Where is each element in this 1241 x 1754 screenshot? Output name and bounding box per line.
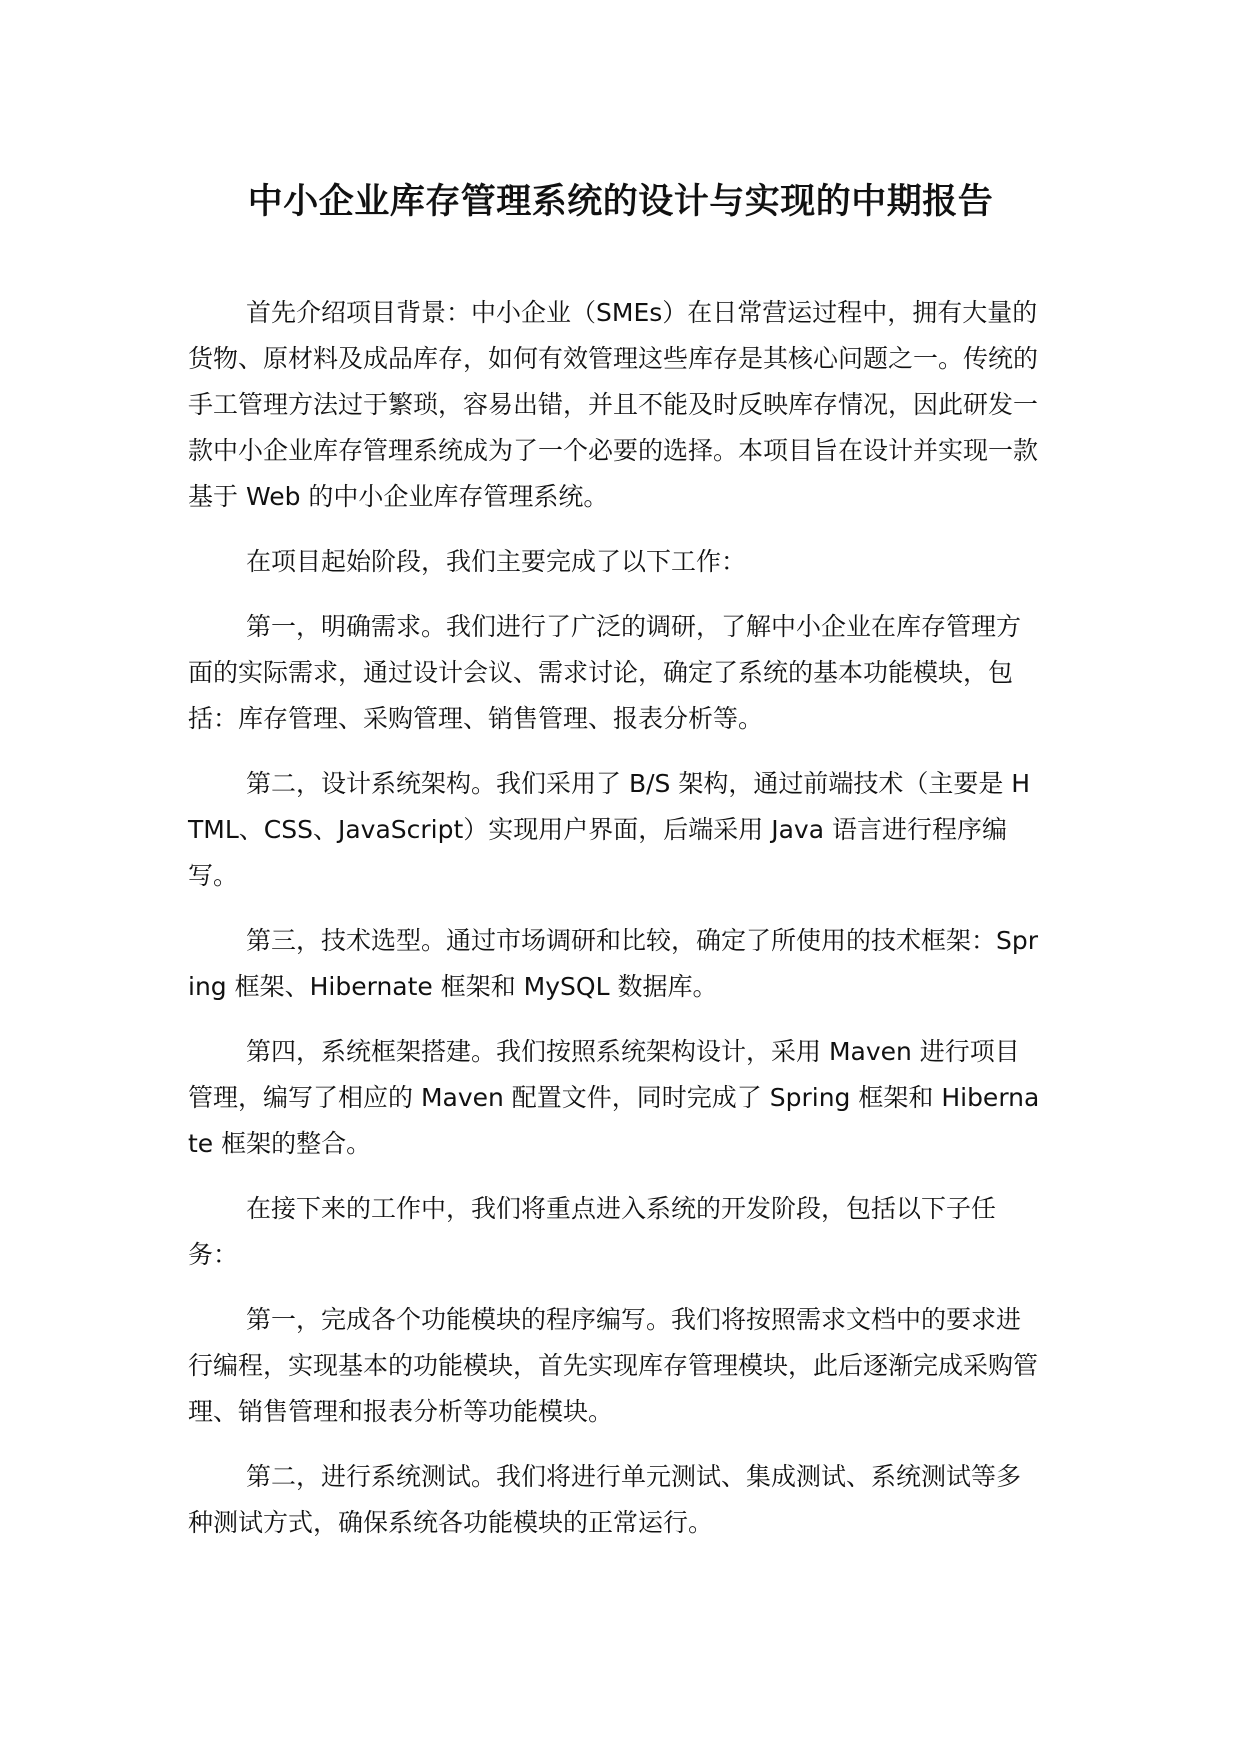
paragraph-next-work-intro: 在接下来的工作中，我们将重点进入系统的开发阶段，包括以下子任务：	[188, 1194, 997, 1269]
paragraph-background: 首先介绍项目背景：中小企业（SMEs）在日常营运过程中，拥有大量的货物、原材料及成品库存，如何有效管理这些库存是其核心问题之一。传统的手工管理方法过于繁琐，容易出错，并且不能及时反映库存情况，因此研发一款中小企业库存管理系统成为了一个必要的选择。本项目旨在设计并实现一款基于 Web 的中小企业库存管理系统。	[188, 298, 1039, 511]
paragraph-tech-selection: 第三，技术选型。通过市场调研和比较，确定了所使用的技术框架：Spring 框架、Hibernate 框架和 MySQL 数据库。	[188, 926, 1039, 1001]
document-title: 中小企业库存管理系统的设计与实现的中期报告	[247, 182, 994, 222]
document-body	[188, 290, 1044, 1565]
paragraph-requirements: 第一，明确需求。我们进行了广泛的调研，了解中小企业在库存管理方面的实际需求，通过设计会议、需求讨论，确定了系统的基本功能模块，包括：库存管理、采购管理、销售管理、报表分析等。	[188, 612, 1022, 733]
paragraph-system-testing: 第二，进行系统测试。我们将进行单元测试、集成测试、系统测试等多种测试方式，确保系统各功能模块的正常运行。	[188, 1462, 1022, 1537]
paragraph-module-coding: 第一，完成各个功能模块的程序编写。我们将按照需求文档中的要求进行编程，实现基本的功能模块，首先实现库存管理模块，此后逐渐完成采购管理、销售管理和报表分析等功能模块。	[188, 1305, 1039, 1426]
paragraph-initial-work-intro: 在项目起始阶段，我们主要完成了以下工作：	[246, 547, 747, 576]
paragraph-framework-setup: 第四，系统框架搭建。我们按照系统架构设计，采用 Maven 进行项目管理，编写了相应的 Maven 配置文件，同时完成了 Spring 框架和 Hibernate 框架的整合。	[188, 1037, 1040, 1158]
paragraph-architecture: 第二，设计系统架构。我们采用了 B/S 架构，通过前端技术（主要是 HTML、CSS、JavaScript）实现用户界面，后端采用 Java 语言进行程序编写。	[188, 769, 1031, 890]
